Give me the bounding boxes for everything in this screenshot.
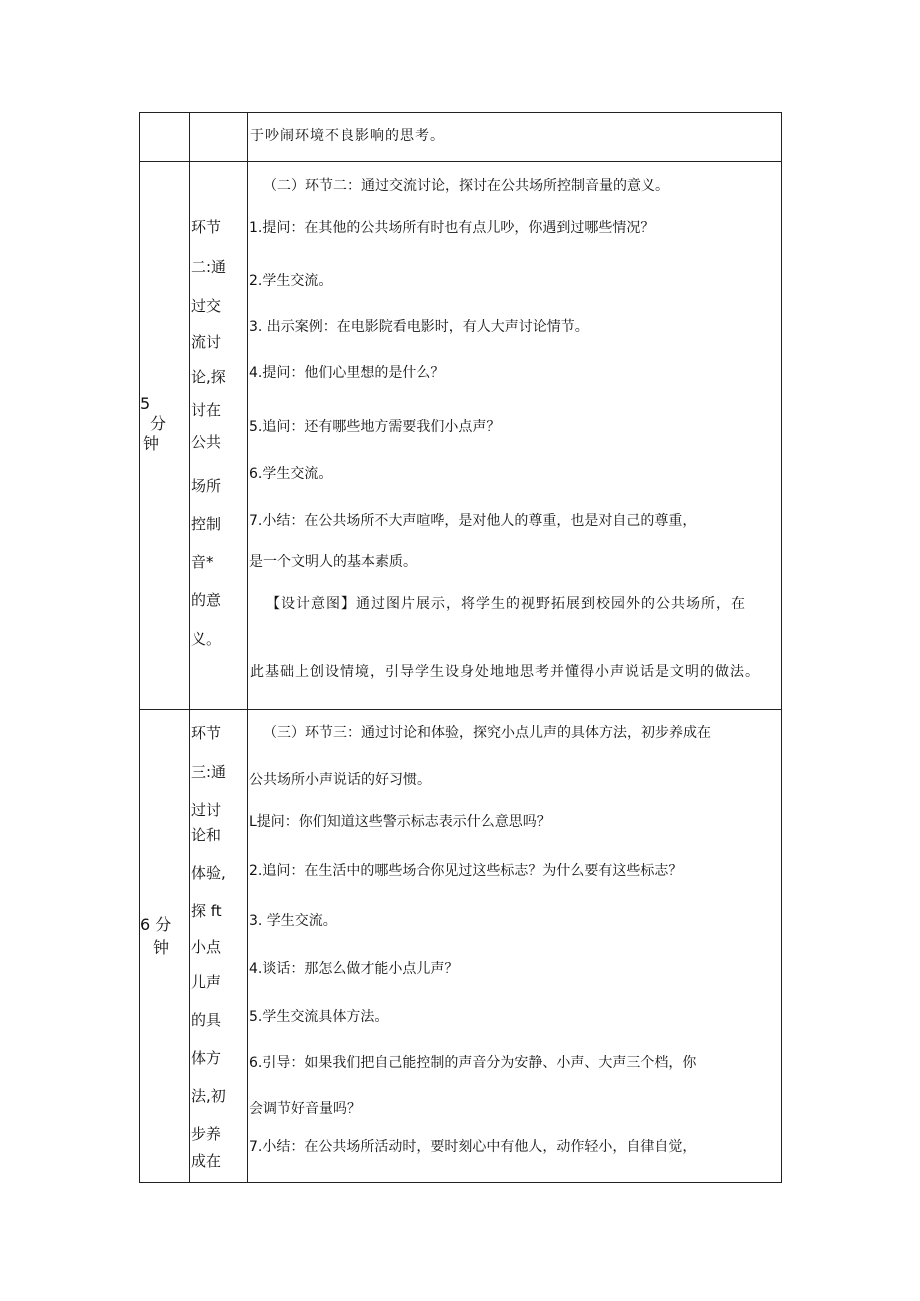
row3-stage-line-3: 过讨	[191, 801, 222, 819]
row3-stage-line-8: 儿声	[191, 973, 222, 991]
row2-item-8: 是一个文明人的基本素质。	[249, 554, 417, 570]
row2-item-5: 5.追问：还有哪些地方需要我们小点声？	[249, 419, 501, 435]
row2-stage-line-9: 控制	[191, 515, 222, 533]
row3-stage-line-5: 体验,	[191, 864, 226, 882]
row3-stage-line-2: 三:通	[191, 763, 227, 781]
row2-stage-line-4: 流讨	[191, 333, 222, 351]
row2-stage-line-6: 讨在	[191, 401, 222, 419]
row3-item-2: 2.追问：在生活中的哪些场合你见过这些标志？为什么要有这些标志？	[249, 863, 683, 879]
row3-item-7: 会调节好音量吗？	[249, 1101, 361, 1117]
row3-stage-line-6: 探 ft	[191, 902, 222, 920]
row1-content-text: 于吵闹环境不良影响的思考。	[250, 128, 445, 144]
row2-design-intent-1: 【设计意图】通过图片展示，将学生的视野拓展到校园外的公共场所，在	[266, 596, 746, 612]
lesson-plan-table	[139, 112, 782, 1183]
row2-stage-line-11: 的意	[191, 591, 222, 609]
row3-stage-line-11: 法,初	[191, 1087, 226, 1105]
row2-item-6: 6.学生交流。	[249, 466, 333, 482]
column-divider-2	[247, 112, 248, 1183]
row2-design-intent-2: 此基础上创设情境，引导学生设身处地地思考并懂得小声说话是文明的做法。	[250, 664, 760, 680]
row3-stage-line-9: 的具	[191, 1011, 222, 1029]
row3-stage-line-7: 小点	[191, 938, 222, 956]
row2-item-2: 2.学生交流。	[249, 273, 333, 289]
row2-stage-line-7: 公共	[191, 433, 222, 451]
row2-stage-line-2: 二:通	[191, 258, 227, 276]
row3-heading-2: 公共场所小声说话的好习惯。	[249, 772, 431, 788]
row3-item-8: 7.小结：在公共场所活动时，要时刻心中有他人，动作轻小，自律自觉，	[249, 1139, 697, 1155]
row2-stage-line-12: 义。	[191, 630, 222, 648]
row3-item-6: 6.引导：如果我们把自己能控制的声音分为安静、小声、大声三个档，你	[249, 1055, 697, 1071]
row3-item-5: 5.学生交流具体方法。	[249, 1009, 389, 1025]
row3-stage-line-13: 成在	[191, 1152, 222, 1170]
row2-time-number: 5	[140, 394, 151, 413]
row2-time-unit-a: 分	[150, 414, 167, 433]
row2-stage-line-1: 环节	[191, 218, 222, 236]
row3-stage-line-4: 论和	[191, 826, 222, 844]
row3-item-1: L提问：你们知道这些警示标志表示什么意思吗？	[249, 814, 551, 830]
column-divider-1	[189, 112, 190, 1183]
row2-stage-line-5: 论,探	[191, 368, 226, 386]
row2-item-3: 3. 出示案例：在电影院看电影时，有人大声讨论情节。	[249, 319, 589, 335]
row2-time-unit-b: 钟	[143, 434, 160, 453]
row3-item-3: 3. 学生交流。	[249, 913, 337, 929]
row2-stage-line-10: 音*	[191, 553, 214, 571]
row2-heading: （二）环节二：通过交流讨论，探讨在公共场所控制音量的意义。	[263, 178, 669, 194]
row-divider-1	[139, 161, 782, 162]
row3-time-a: 6 分	[140, 915, 172, 934]
row-divider-2	[139, 709, 782, 710]
row2-item-4: 4.提问：他们心里想的是什么？	[249, 365, 445, 381]
row2-stage-line-8: 场所	[191, 477, 222, 495]
row3-item-4: 4.谈话：那怎么做才能小点儿声？	[249, 961, 459, 977]
row3-time-b: 钟	[153, 938, 170, 957]
row3-heading-1: （三）环节三：通过讨论和体验，探究小点儿声的具体方法，初步养成在	[263, 725, 711, 741]
row3-stage-line-1: 环节	[191, 724, 222, 742]
row2-stage-line-3: 过交	[191, 297, 222, 315]
row2-item-7: 7.小结：在公共场所不大声喧哗，是对他人的尊重，也是对自己的尊重，	[249, 513, 697, 529]
row3-stage-line-12: 步养	[191, 1125, 222, 1143]
row3-stage-line-10: 体方	[191, 1049, 222, 1067]
row2-item-1: 1.提问：在其他的公共场所有时也有点儿吵，你遇到过哪些情况？	[249, 220, 655, 236]
